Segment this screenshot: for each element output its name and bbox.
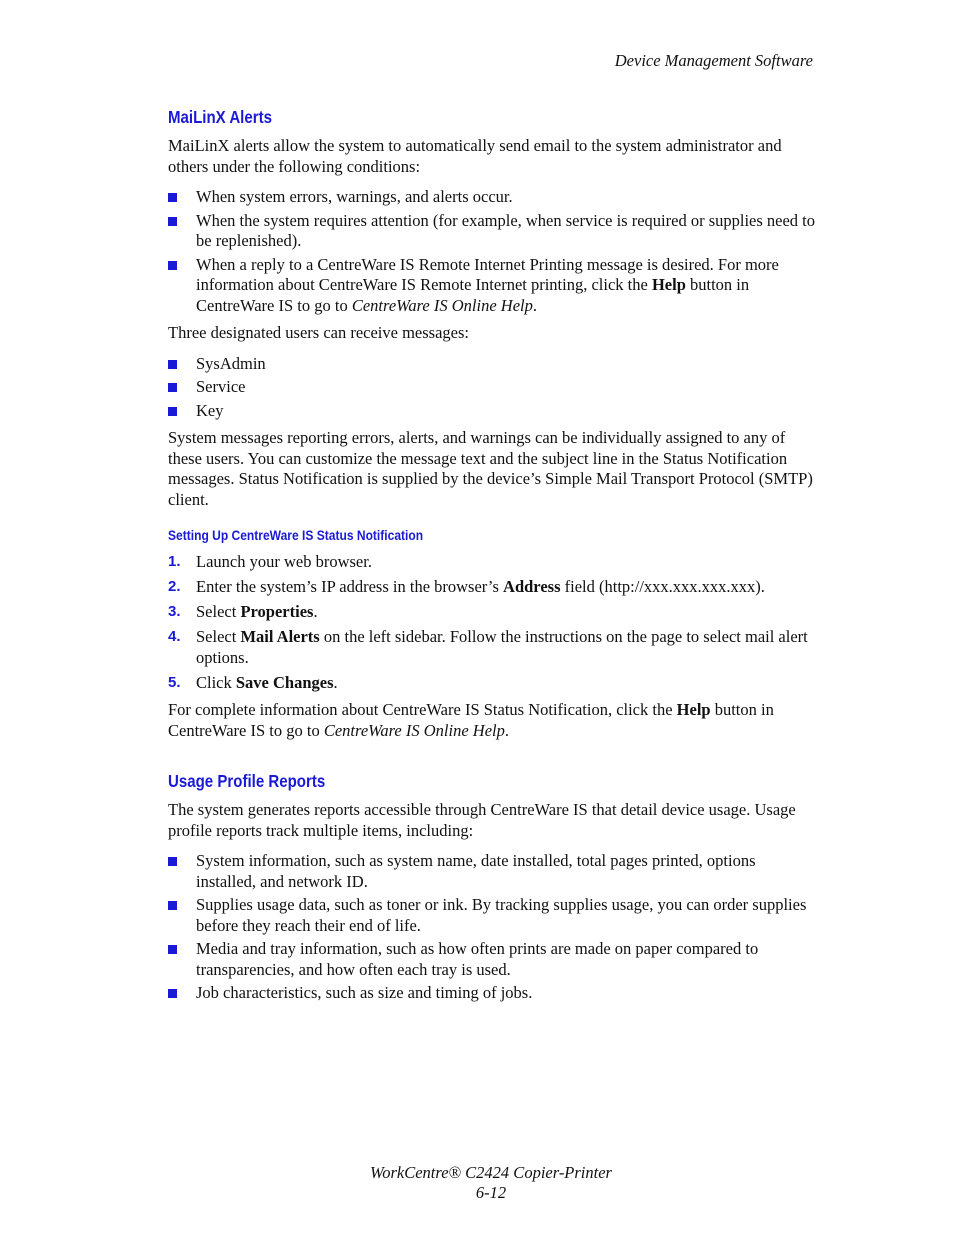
step-item: 3. Select Properties. bbox=[168, 602, 318, 621]
step-item: 4. Select Mail Alerts on the left sidebar. Follow the instructions on the page to select mail alert options. bbox=[168, 627, 808, 667]
usage-intro: The system generates reports accessible through CentreWare IS that detail device usage. Usage profile reports track multiple items, including: bbox=[168, 800, 796, 840]
step-number: 2. bbox=[168, 578, 181, 595]
square-bullet-icon bbox=[168, 945, 177, 954]
setup-steps bbox=[168, 552, 816, 693]
footer-page-number: 6-12 bbox=[475, 1183, 507, 1202]
page-footer bbox=[0, 1163, 954, 1203]
step-number: 3. bbox=[168, 603, 181, 620]
running-header: Device Management Software bbox=[614, 51, 813, 70]
section-heading-usage: Usage Profile Reports bbox=[168, 771, 326, 791]
step-item: 2. Enter the system’s IP address in the browser’s Address field (http://xxx.xxx.xxx.xxx). bbox=[168, 577, 765, 596]
section-heading-mailinx: MaiLinX Alerts bbox=[168, 107, 272, 127]
setup-outro: For complete information about CentreWare IS Status Notification, click the Help button in CentreWare IS to go to CentreWare IS Online Help. bbox=[168, 700, 774, 740]
list-item: System information, such as system name, date installed, total pages printed, options installed, and network ID. bbox=[168, 851, 816, 892]
square-bullet-icon bbox=[168, 901, 177, 910]
mailinx-intro: MaiLinX alerts allow the system to automatically send email to the system administrator and others under the following conditions: bbox=[168, 136, 782, 176]
list-item: When system errors, warnings, and alerts occur. bbox=[168, 187, 816, 208]
step-number: 4. bbox=[168, 628, 181, 645]
square-bullet-icon bbox=[168, 261, 177, 270]
square-bullet-icon bbox=[168, 193, 177, 202]
square-bullet-icon bbox=[168, 857, 177, 866]
list-item: Service bbox=[168, 377, 816, 398]
conditions-list bbox=[168, 187, 816, 316]
list-item: SysAdmin bbox=[168, 354, 816, 375]
footer-product: WorkCentre® C2424 Copier-Printer bbox=[370, 1163, 612, 1182]
list-item: When the system requires attention (for example, when service is required or supplies need to be replenished). bbox=[168, 211, 816, 252]
usage-list bbox=[168, 851, 816, 1004]
list-item: Job characteristics, such as size and timing of jobs. bbox=[168, 983, 816, 1004]
subsection-heading-setup: Setting Up CentreWare IS Status Notification bbox=[168, 527, 424, 543]
list-item: When a reply to a CentreWare IS Remote Internet Printing message is desired. For more information about CentreWare IS Remote Internet printing, click the Help button in CentreWare IS to go to CentreWare IS Online Help. bbox=[168, 255, 816, 317]
step-item: 5. Click Save Changes. bbox=[168, 672, 338, 692]
step-item: 1. Launch your web browser. bbox=[168, 552, 372, 571]
list-item: Key bbox=[168, 401, 816, 422]
page-content bbox=[168, 105, 816, 1004]
step-number: 1. bbox=[168, 553, 181, 570]
list-item: Media and tray information, such as how often prints are made on paper compared to transparencies, and how often each tray is used. bbox=[168, 939, 816, 980]
square-bullet-icon bbox=[168, 407, 177, 416]
square-bullet-icon bbox=[168, 383, 177, 392]
list-item: Supplies usage data, such as toner or ink. By tracking supplies usage, you can order supplies before they reach their end of life. bbox=[168, 895, 816, 936]
users-intro: Three designated users can receive messages: bbox=[168, 323, 469, 342]
square-bullet-icon bbox=[168, 217, 177, 226]
assign-paragraph: System messages reporting errors, alerts, and warnings can be individually assigned to any of these users. You can customize the message text and the subject line in the Status Notification messages. Status Notification is supplied by the device’s Simple Mail Transport Protocol (SMTP) client. bbox=[168, 428, 813, 509]
users-list bbox=[168, 354, 816, 422]
square-bullet-icon bbox=[168, 360, 177, 369]
square-bullet-icon bbox=[168, 989, 177, 998]
step-number: 5. bbox=[168, 673, 181, 691]
